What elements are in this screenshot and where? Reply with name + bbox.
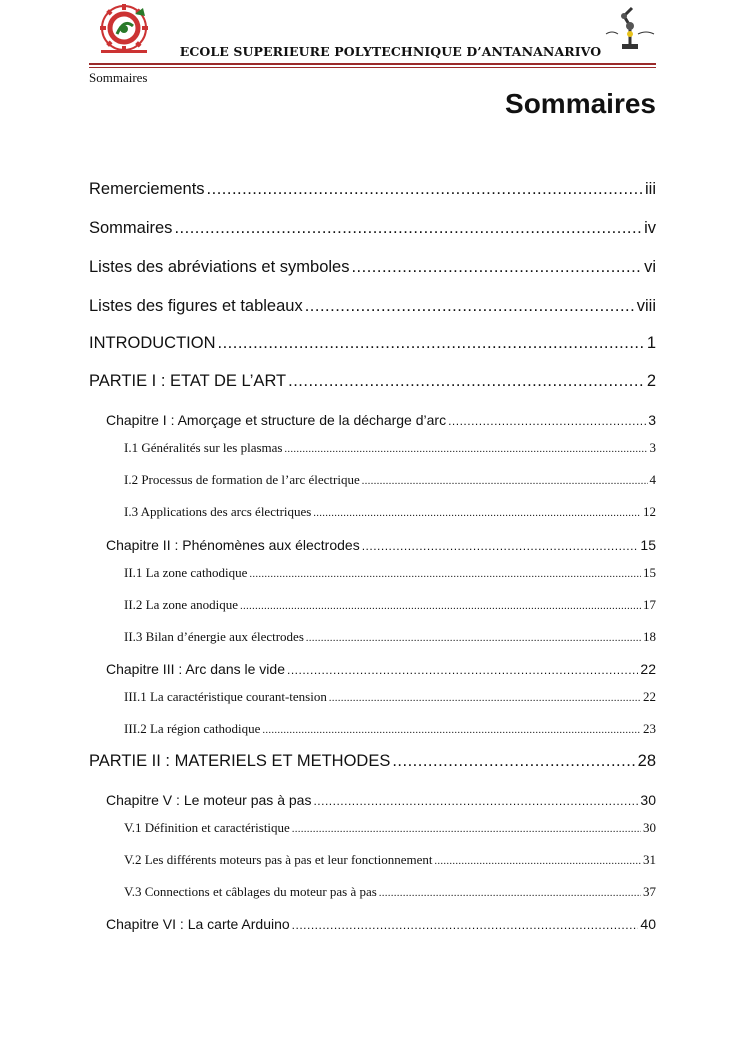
- toc-entry-title: I.1 Généralités sur les plasmas: [124, 440, 283, 455]
- toc-entry-title: V.3 Connections et câblages du moteur pas à pas: [124, 884, 377, 899]
- running-head: Sommaires: [89, 70, 148, 85]
- page-title: Sommaires: [505, 88, 656, 119]
- toc-entry-title: Chapitre VI : La carte Arduino: [106, 916, 290, 932]
- toc-entry[interactable]: [89, 752, 656, 771]
- toc-entry-title: III.2 La région cathodique: [124, 721, 261, 736]
- toc-entry-page: 37: [643, 884, 656, 899]
- toc-dot-leader: [362, 539, 639, 553]
- toc-dot-leader: [351, 258, 642, 277]
- toc-entry[interactable]: [106, 661, 656, 677]
- toc-entry-page: 3: [648, 412, 656, 428]
- toc-dot-leader: [284, 444, 647, 455]
- toc-entry-page: 17: [643, 597, 656, 612]
- toc-entry[interactable]: [124, 820, 656, 836]
- toc-dot-leader: [292, 918, 639, 932]
- toc-dot-leader: [306, 633, 641, 644]
- toc-dot-leader: [313, 508, 641, 519]
- toc-entry-page: iv: [644, 219, 656, 237]
- toc-entry-title: Remerciements: [89, 180, 205, 198]
- toc-entry-title: III.1 La caractéristique courant-tension: [124, 689, 327, 704]
- toc-entry[interactable]: [89, 334, 656, 353]
- toc-entry-title: Chapitre I : Amorçage et structure de la décharge d’arc: [106, 412, 447, 428]
- toc-entry-page: 4: [649, 472, 656, 487]
- toc-entry[interactable]: [124, 852, 656, 868]
- toc-dot-leader: [287, 663, 638, 677]
- toc-entry[interactable]: [89, 219, 656, 238]
- toc-dot-leader: [329, 693, 641, 704]
- toc-dot-leader: [249, 569, 641, 580]
- toc-dot-leader: [392, 752, 635, 771]
- toc-entry[interactable]: [106, 412, 656, 428]
- toc-entry-page: iii: [645, 180, 656, 198]
- toc-entry[interactable]: [106, 916, 656, 932]
- toc-entry-page: 18: [643, 629, 656, 644]
- toc-entry-page: vi: [644, 258, 656, 276]
- toc-entry[interactable]: [124, 689, 656, 705]
- toc-entry[interactable]: [106, 537, 656, 553]
- toc-dot-leader: [262, 725, 641, 736]
- toc-entry-page: 22: [643, 689, 656, 704]
- toc-dot-leader: [240, 601, 641, 612]
- toc-entry[interactable]: [89, 297, 656, 316]
- toc-dot-leader: [448, 414, 646, 428]
- toc-entry[interactable]: [124, 884, 656, 900]
- toc-dot-leader: [288, 372, 645, 391]
- toc-entry-page: 30: [643, 820, 656, 835]
- toc-dot-leader: [174, 219, 642, 238]
- toc-dot-leader: [362, 476, 648, 487]
- toc-entry[interactable]: [106, 792, 656, 808]
- toc-entry-page: 3: [649, 440, 656, 455]
- toc-entry-page: 15: [640, 537, 656, 553]
- school-name: ECOLE SUPERIEURE POLYTECHNIQUE D’ANTANANARIVO: [179, 44, 602, 59]
- toc-entry-page: 28: [637, 752, 656, 770]
- toc-entry-title: INTRODUCTION: [89, 334, 216, 352]
- toc-entry[interactable]: [89, 372, 656, 391]
- toc-entry-page: 31: [643, 852, 656, 867]
- toc-dot-leader: [313, 794, 638, 808]
- toc-entry-title: PARTIE I : ETAT DE L’ART: [89, 372, 287, 390]
- toc-entry-title: Listes des figures et tableaux: [89, 297, 303, 315]
- toc-entry-title: I.2 Processus de formation de l’arc électrique: [124, 472, 360, 487]
- toc-entry[interactable]: [124, 504, 656, 520]
- toc-entry[interactable]: [124, 629, 656, 645]
- toc-dot-leader: [207, 180, 643, 199]
- toc-dot-leader: [305, 297, 635, 316]
- toc-entry-page: 1: [646, 334, 656, 352]
- toc-entry-page: 30: [640, 792, 656, 808]
- toc-entry-title: Chapitre II : Phénomènes aux électrodes: [106, 537, 360, 553]
- toc-entry[interactable]: [124, 597, 656, 613]
- toc-entry-title: V.1 Définition et caractéristique: [124, 820, 290, 835]
- toc-dot-leader: [218, 334, 645, 353]
- toc-entry-page: 40: [640, 916, 656, 932]
- toc-entry-page: 2: [646, 372, 656, 390]
- toc-entry[interactable]: [124, 565, 656, 581]
- toc-entry-title: II.2 La zone anodique: [124, 597, 239, 612]
- toc-entry-page: 12: [643, 504, 656, 519]
- toc-entry-title: II.3 Bilan d’énergie aux électrodes: [124, 629, 304, 644]
- toc-entry-page: 23: [643, 721, 656, 736]
- toc-entry-title: Listes des abréviations et symboles: [89, 258, 350, 276]
- toc-entry-page: 22: [640, 661, 656, 677]
- toc-dot-leader: [379, 888, 641, 899]
- toc-entry-title: I.3 Applications des arcs électriques: [124, 504, 312, 519]
- toc-entry-title: Sommaires: [89, 219, 173, 237]
- toc-dot-leader: [435, 856, 641, 867]
- toc-entry-title: V.2 Les différents moteurs pas à pas et leur fonctionnement: [124, 852, 433, 867]
- toc-entry-title: Chapitre III : Arc dans le vide: [106, 661, 285, 677]
- toc-entry-title: Chapitre V : Le moteur pas à pas: [106, 792, 312, 808]
- toc-dot-leader: [292, 824, 641, 835]
- toc-entry[interactable]: [124, 472, 656, 488]
- toc-entry-title: II.1 La zone cathodique: [124, 565, 248, 580]
- toc-entry-title: PARTIE II : MATERIELS ET METHODES: [89, 752, 391, 770]
- toc-entry[interactable]: [89, 180, 656, 199]
- toc-entry[interactable]: [124, 440, 656, 456]
- toc-entry-page: viii: [636, 297, 656, 315]
- toc-entry[interactable]: [124, 721, 656, 737]
- toc-entry[interactable]: [89, 258, 656, 277]
- toc-entry-page: 15: [643, 565, 656, 580]
